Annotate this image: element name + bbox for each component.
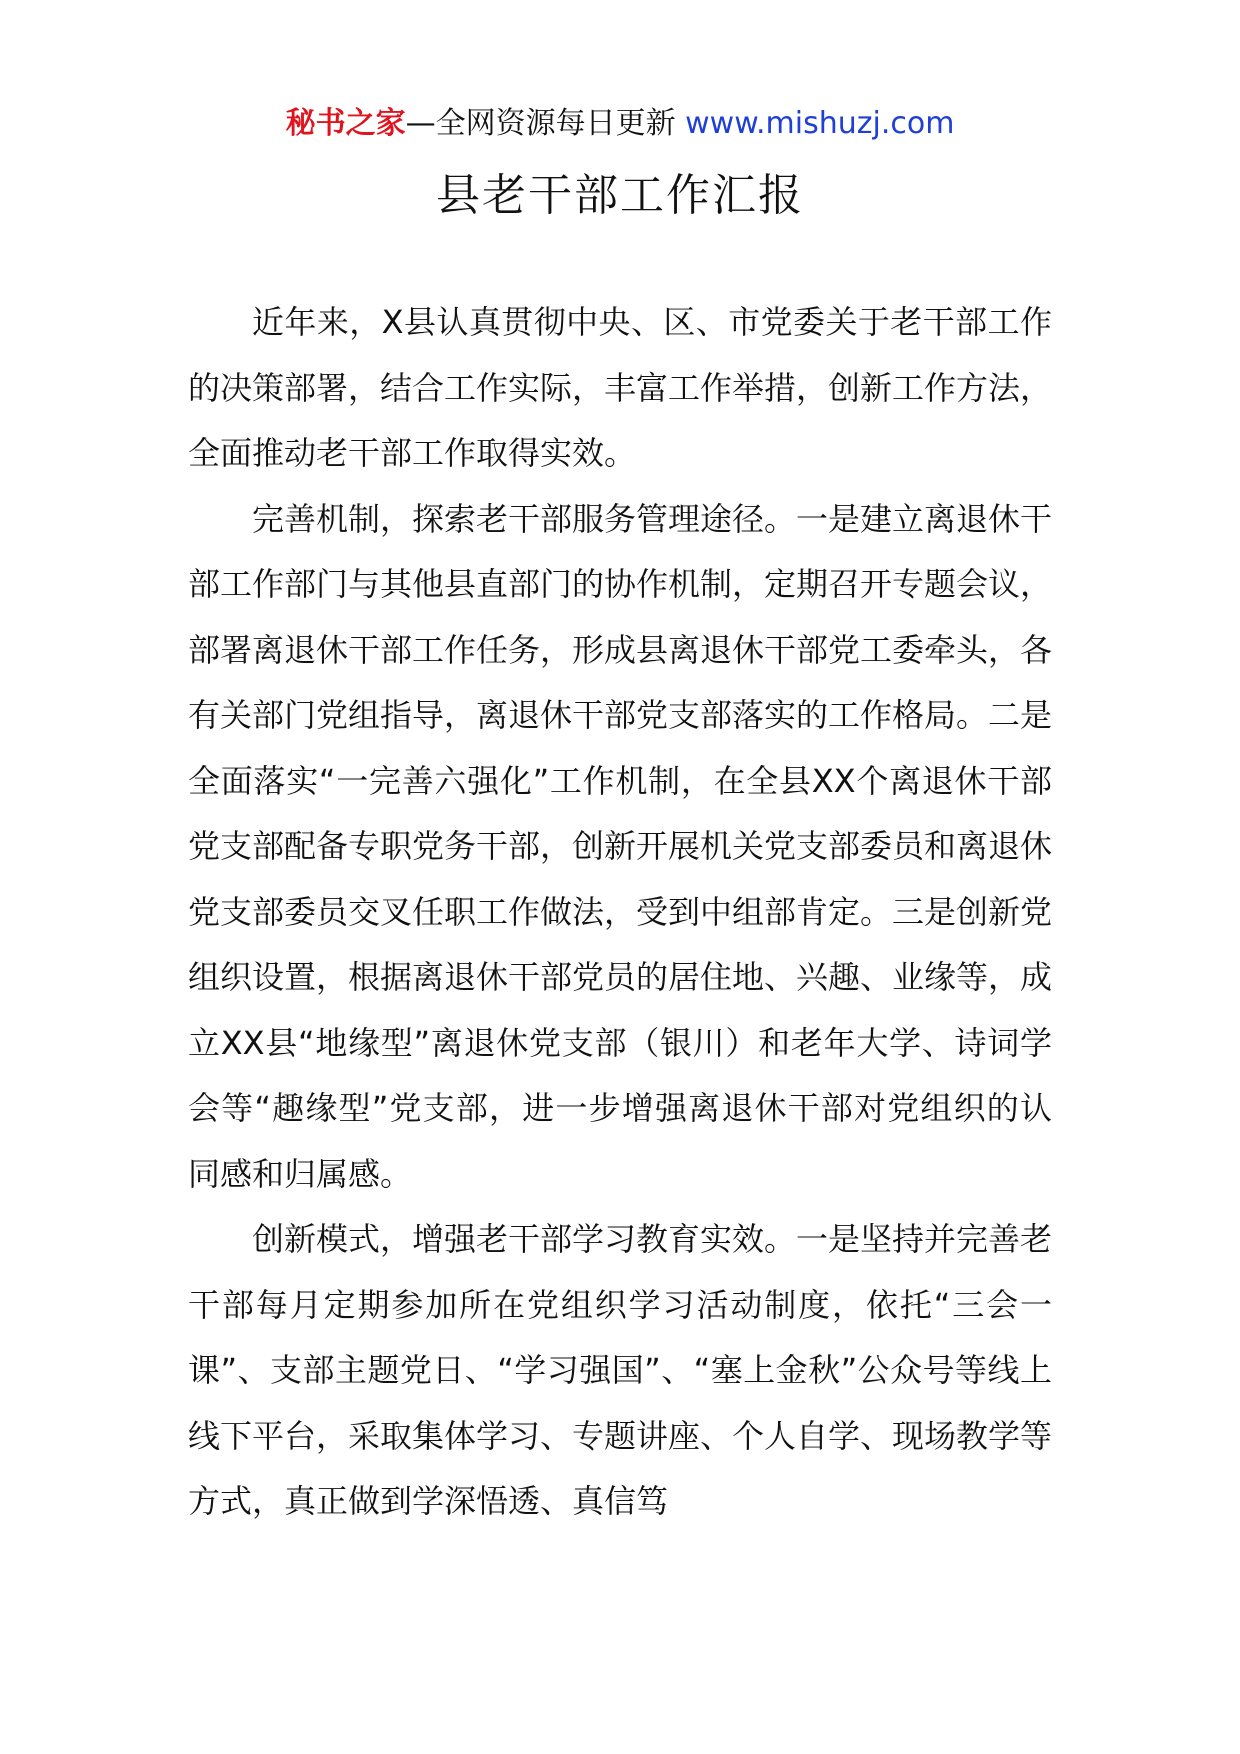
site-banner [0,102,1240,146]
document-body [188,290,1052,1535]
paragraph-intro: 近年来，X县认真贯彻中央、区、市党委关于老干部工作的决策部署，结合工作实际，丰富工作举措，创新工作方法，全面推动老干部工作取得实效。 [188,303,1053,472]
document-title: 县老干部工作汇报 [436,170,804,221]
paragraph-mechanism: 完善机制，探索老干部服务管理途径。一是建立离退休干部工作部门与其他县直部门的协作机制，定期召开专题会议，部署离退休干部工作任务，形成县离退休干部党工委牵头，各有关部门党组指导，离退休干部党支部落实的工作格局。二是全面落实“一完善六强化”工作机制，在全县XX个离退休干部党支部配备专职党务干部，创新开展机关党支部委员和离退休党支部委员交叉任职工作做法，受到中组部肯定。三是创新党组织设置，根据离退休干部党员的居住地、兴趣、业缘等，成立XX县“地缘型”离退休党支部（银川）和老年大学、诗词学会等“趣缘型”党支部，进一步增强离退休干部对党组织的认同感和归属感。 [188,499,1053,1193]
site-url: www.mishuzj.com [685,106,955,141]
site-slogan: —全网资源每日更新 [405,106,686,141]
paragraph-education: 创新模式，增强老干部学习教育实效。一是坚持并完善老干部每月定期参加所在党组织学习活动制度，依托“三会一课”、支部主题党日、“学习强国”、“塞上金秋”公众号等线上线下平台，采取集体学习、专题讲座、个人自学、现场教学等方式，真正做到学深悟透、真信笃 [188,1220,1053,1520]
brand-name: 秘书之家 [285,106,406,141]
